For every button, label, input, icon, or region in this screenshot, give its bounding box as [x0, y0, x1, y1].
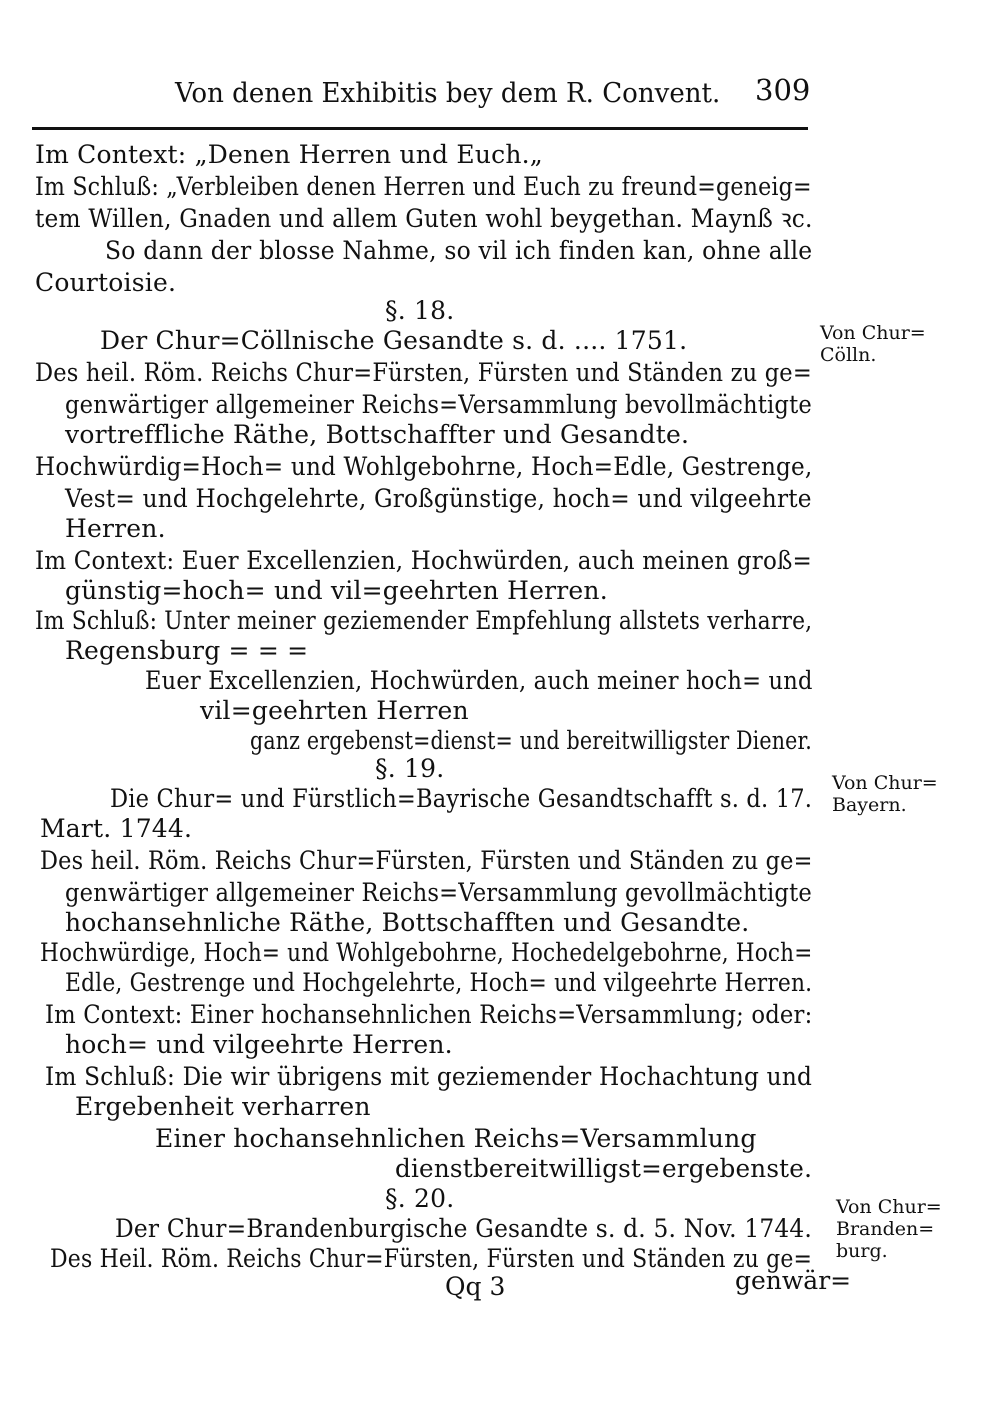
text-line: Im Schluß: Die wir übrigens mit geziemender Hochachtung und: [45, 1062, 813, 1091]
text-line: Einer hochansehnlichen Reichs=Versammlung: [155, 1124, 757, 1153]
text-line: günstig=hoch= und vil=geehrten Herren.: [65, 576, 608, 605]
text-line: Herren.: [65, 514, 166, 543]
margin-note-line: Von Chur=: [832, 772, 938, 794]
text-line: Im Schluß: „Verbleiben denen Herren und Euch zu freund=geneig=: [35, 172, 812, 201]
text-line: Courtoisie.: [35, 268, 177, 297]
text-line: Im Context: Einer hochansehnlichen Reichs=Versammlung; oder:: [45, 1000, 813, 1029]
section-heading: §. 20.: [385, 1184, 455, 1213]
section-heading: §. 19.: [375, 754, 445, 783]
text-line: Hochwürdige, Hoch= und Wohlgebohrne, Hochedelgebohrne, Hoch=: [40, 938, 813, 967]
signature-mark: Qq 3: [445, 1272, 506, 1301]
text-line: Der Chur=Cöllnische Gesandte s. d. .... 1751.: [100, 326, 688, 355]
text-line: Die Chur= und Fürstlich=Bayrische Gesandtschafft s. d. 17.: [110, 784, 813, 813]
text-line: hoch= und vilgeehrte Herren.: [65, 1030, 453, 1059]
header-rule: [32, 127, 808, 130]
text-line: Vest= und Hochgelehrte, Großgünstige, hoch= und vilgeehrte: [65, 484, 812, 513]
text-line: ganz ergebenst=dienst= und bereitwilligster Diener.: [250, 726, 812, 755]
text-line: Der Chur=Brandenburgische Gesandte s. d. 5. Nov. 1744.: [115, 1214, 813, 1243]
text-line: dienstbereitwilligst=ergebenste.: [395, 1154, 813, 1183]
text-line: Euer Excellenzien, Hochwürden, auch meiner hoch= und: [145, 666, 813, 695]
text-line: vil=geehrten Herren: [200, 696, 469, 725]
margin-note-line: Bayern.: [832, 794, 907, 816]
text-line: hochansehnliche Räthe, Bottschafften und Gesandte.: [65, 908, 750, 937]
text-line: Hochwürdig=Hoch= und Wohlgebohrne, Hoch=Edle, Gestrenge,: [35, 452, 813, 481]
margin-note-line: Branden=: [836, 1218, 935, 1240]
margin-note-line: Cölln.: [820, 344, 877, 366]
text-line: tem Willen, Gnaden und allem Guten wohl beygethan. Maynß ꝛc.: [35, 204, 813, 233]
page-number: 309: [755, 73, 811, 107]
text-line: Mart. 1744.: [40, 814, 193, 843]
section-heading: §. 18.: [385, 296, 455, 325]
margin-note-line: burg.: [836, 1240, 888, 1262]
running-head: Von denen Exhibitis bey dem R. Convent.: [175, 78, 721, 109]
margin-note-line: Von Chur=: [820, 322, 926, 344]
margin-note-line: Von Chur=: [836, 1196, 942, 1218]
text-line: Edle, Gestrenge und Hochgelehrte, Hoch= und vilgeehrte Herren.: [65, 968, 813, 997]
text-line: Im Schluß: Unter meiner geziemender Empfehlung allstets verharre,: [35, 606, 813, 635]
text-line: vortreffliche Räthe, Bottschaffter und Gesandte.: [65, 420, 690, 449]
catchword: genwär=: [735, 1266, 852, 1295]
text-line: genwärtiger allgemeiner Reichs=Versammlung gevollmächtigte: [65, 878, 812, 907]
text-line: genwärtiger allgemeiner Reichs=Versammlung bevollmächtigte: [65, 390, 812, 419]
text-line: Im Context: Euer Excellenzien, Hochwürden, auch meinen groß=: [35, 546, 812, 575]
text-line: So dann der blosse Nahme, so vil ich finden kan, ohne alle: [105, 236, 813, 265]
text-line: Des heil. Röm. Reichs Chur=Fürsten, Fürsten und Ständen zu ge=: [35, 358, 812, 387]
text-line: Regensburg = = =: [65, 636, 309, 665]
text-line: Des Heil. Röm. Reichs Chur=Fürsten, Fürsten und Ständen zu ge=: [50, 1244, 813, 1273]
text-line: Ergebenheit verharren: [75, 1092, 371, 1121]
text-line: Des heil. Röm. Reichs Chur=Fürsten, Fürsten und Ständen zu ge=: [40, 846, 813, 875]
text-line: Im Context: „Denen Herren und Euch.„: [35, 140, 543, 169]
